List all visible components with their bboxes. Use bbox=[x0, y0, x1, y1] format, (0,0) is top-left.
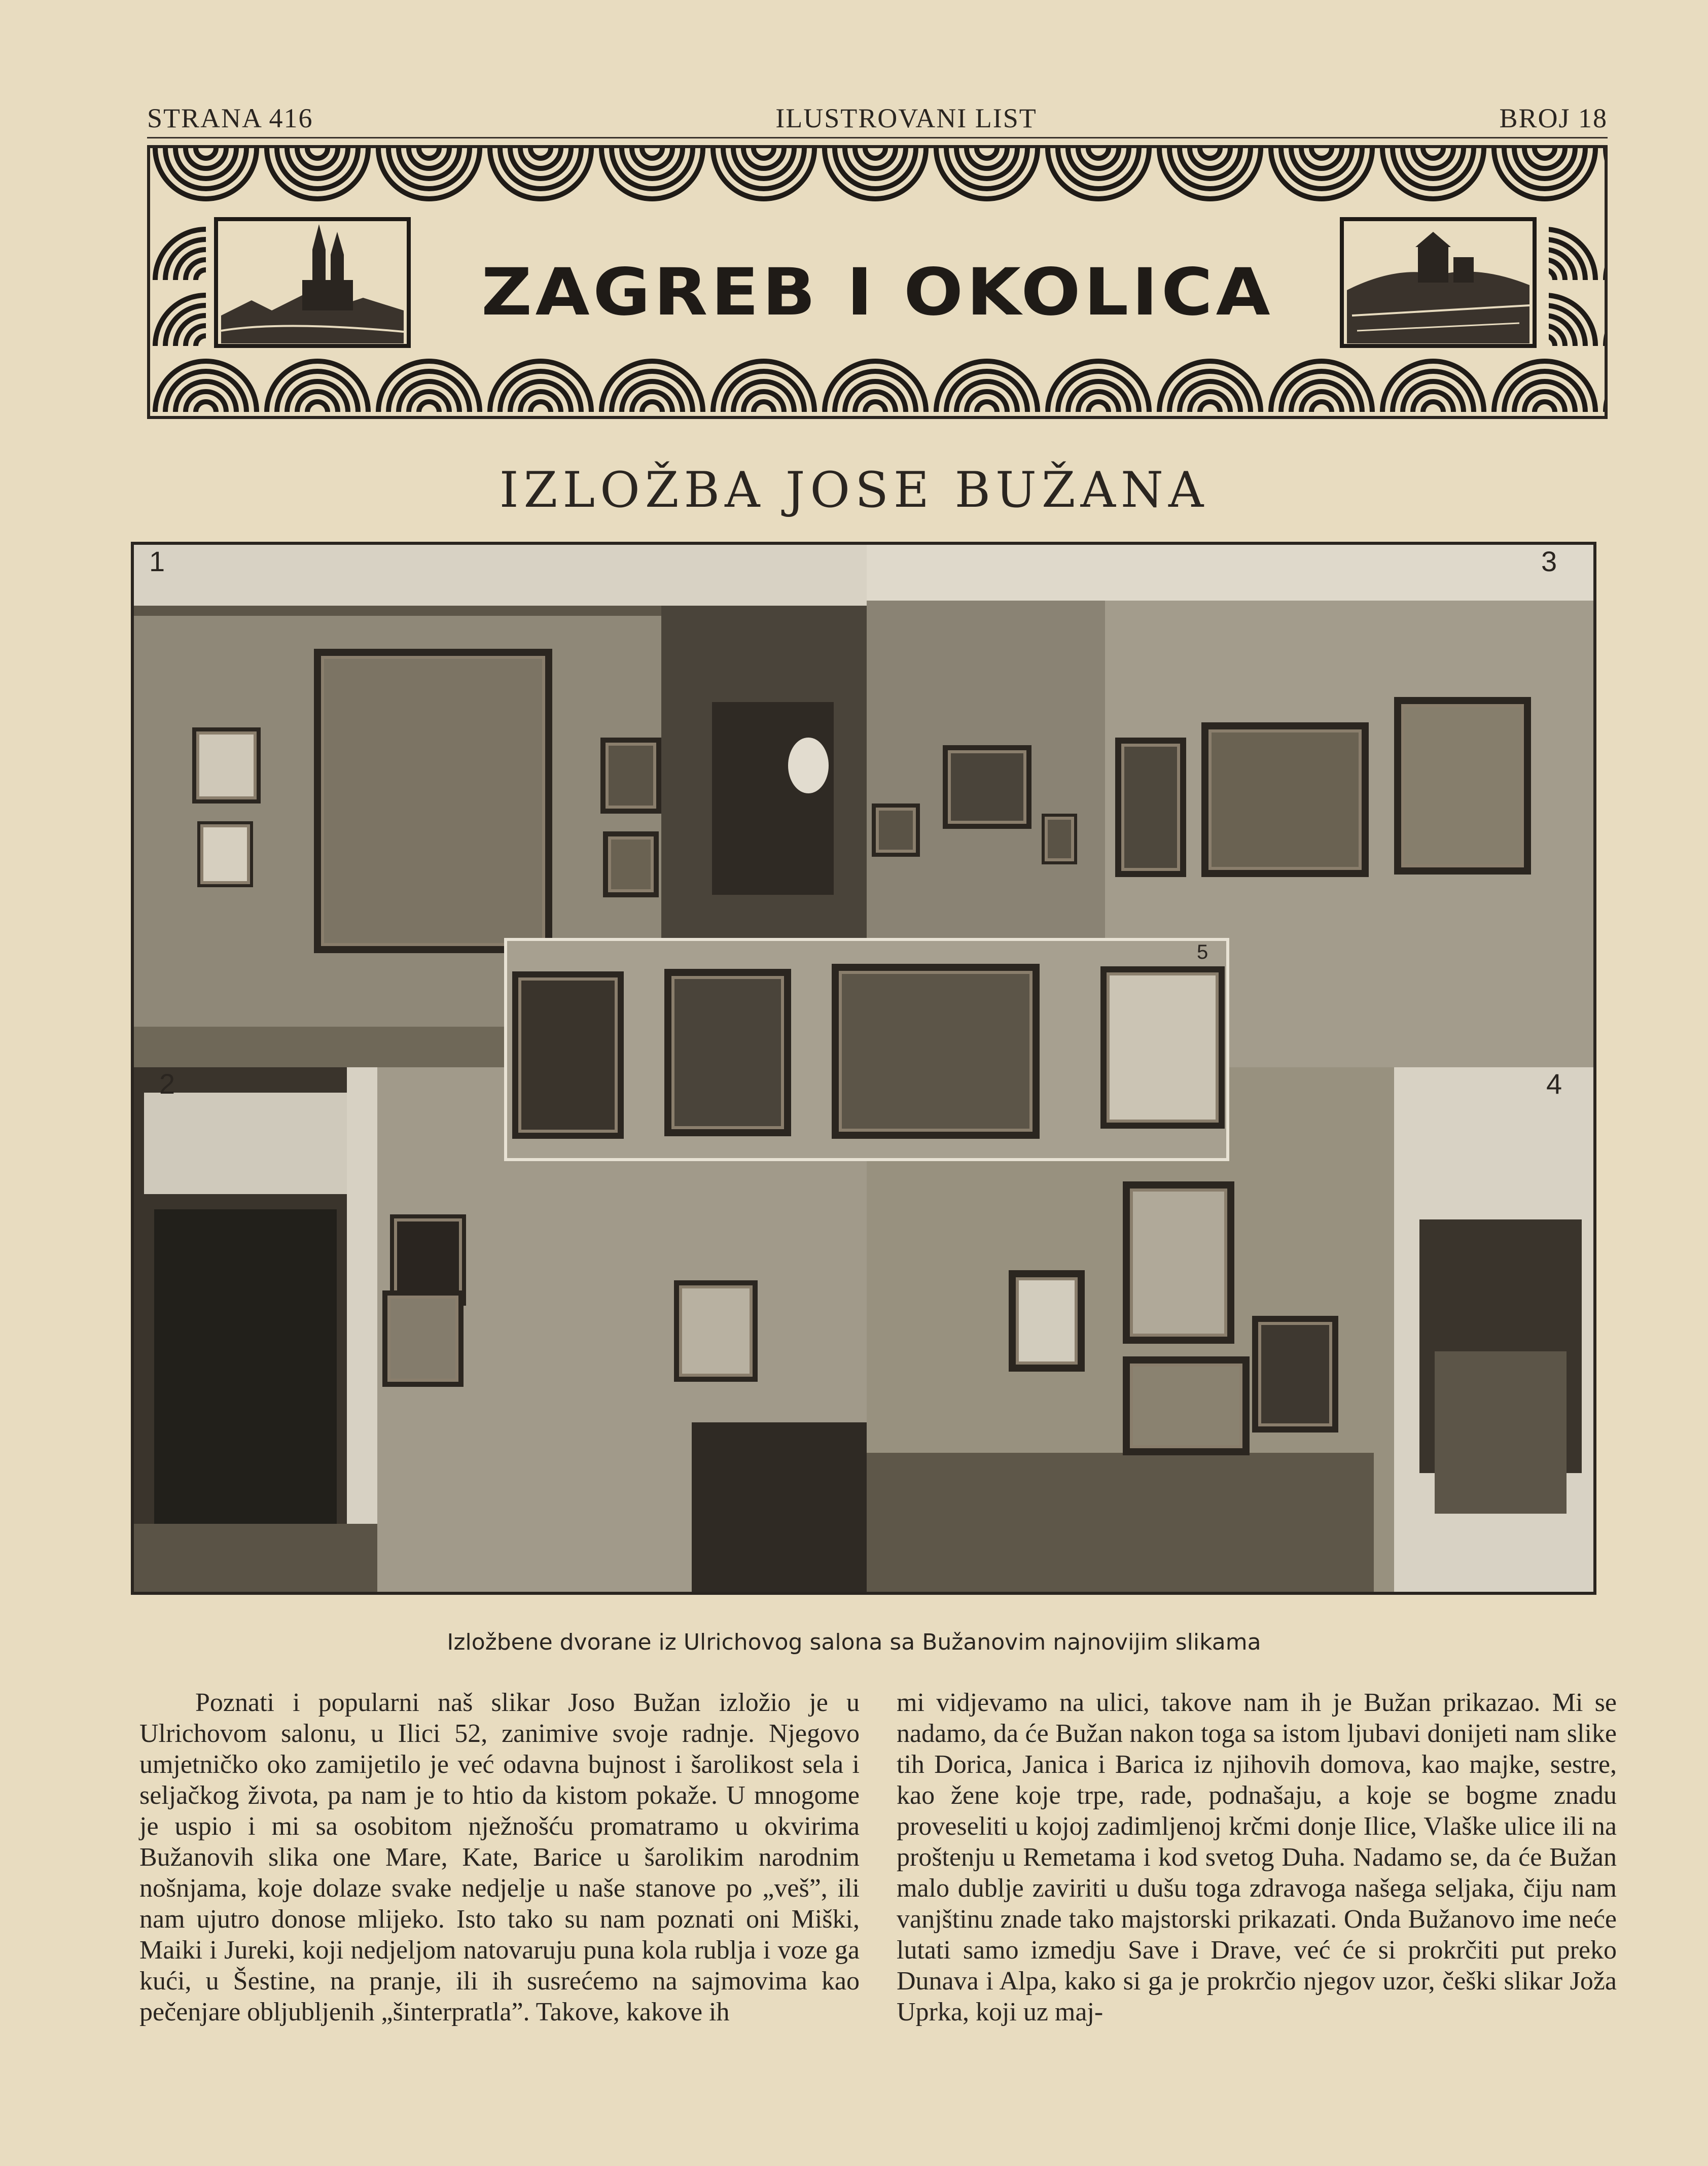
body-paragraph: mi vidjevamo na ulici, takove nam ih je Bužan prikazao. Mi se nadamo, da će Bužan nakon toga sa istom ljubavi donijeti nam slike tih Dorica, Janica i Barica iz njihovih domova, kao majke, sestre, kao žene koje trpe, rade, podnašaju, a koje se bogme znadu proveseliti u kojoj zadimljenoj krčmi donje Ilice, Vlaške ulice ili na proštenju u Remetama i kod svetog Duha. Nadamo se, da će Bužan malo dublje zaviriti u dušu toga zdravoga našega seljaka, čiju nam vanjštinu znade tako majstorski prikazati. Onda Bužanovo ime neće lutati samo izmedju Save i Drave, već će si prokrčiti put preko Dunava i Alpa, kako si ga je prokrčio njegov uzor, češki slikar Joža Uprka, koji uz maj- bbox=[897, 1688, 1617, 2027]
photo-caption: Izložbene dvorane iz Ulrichovog salona sa Bužanovim najnovijim slikama bbox=[447, 1629, 1261, 1655]
page-number: STRANA 416 bbox=[147, 103, 313, 133]
panel-number-5: 5 bbox=[1197, 941, 1208, 963]
article-title: IZLOŽBA JOSE BUŽANA bbox=[499, 462, 1209, 518]
photo-panel-5 bbox=[504, 938, 1229, 1161]
section-title: ZAGREB I OKOLICA bbox=[481, 255, 1274, 330]
panel-number-3: 3 bbox=[1541, 545, 1557, 577]
section-banner bbox=[147, 145, 1608, 419]
body-paragraph: Poznati i popularni naš slikar Joso Bužan izložio je u Ulrichovom salonu, u Ilici 52, zanimive svoje radnje. Njegovo umjetničko oko zamijetilo je već odavna bujnost i šarolikost sela i seljačkog života, pa nam je to htio da kistom pokaže. U mnogome je uspio i mi sa osobitom nježnošću promatramo u okvirima Bužanovih slika one Mare, Kate, Barice u šarolikim narodnim nošnjama, koje dolaze svake nedjelje u naše stanove po „veš”, ili nam ujutro donose mlijeko. Isto tako su nam poznati oni Miški, Maiki i Jureki, koji nedjeljom natovaruju puna kola rublja i voze ga kući, u Šestine, na pranje, ili ih susrećemo na sajmovima kao pečenjare obljubljenih „šinterpratla”. Takove, kakove ih bbox=[139, 1688, 860, 2027]
panel-number-4: 4 bbox=[1546, 1068, 1562, 1100]
issue-number: BROJ 18 bbox=[1499, 103, 1608, 133]
body-column-left bbox=[139, 1687, 860, 2028]
photo-collage bbox=[131, 542, 1596, 1595]
panel-number-1: 1 bbox=[149, 545, 165, 577]
running-head bbox=[147, 97, 1608, 138]
panel-number-2: 2 bbox=[159, 1068, 175, 1100]
publication-name: ILUSTROVANI LIST bbox=[775, 103, 1037, 133]
body-column-right bbox=[897, 1687, 1617, 2028]
